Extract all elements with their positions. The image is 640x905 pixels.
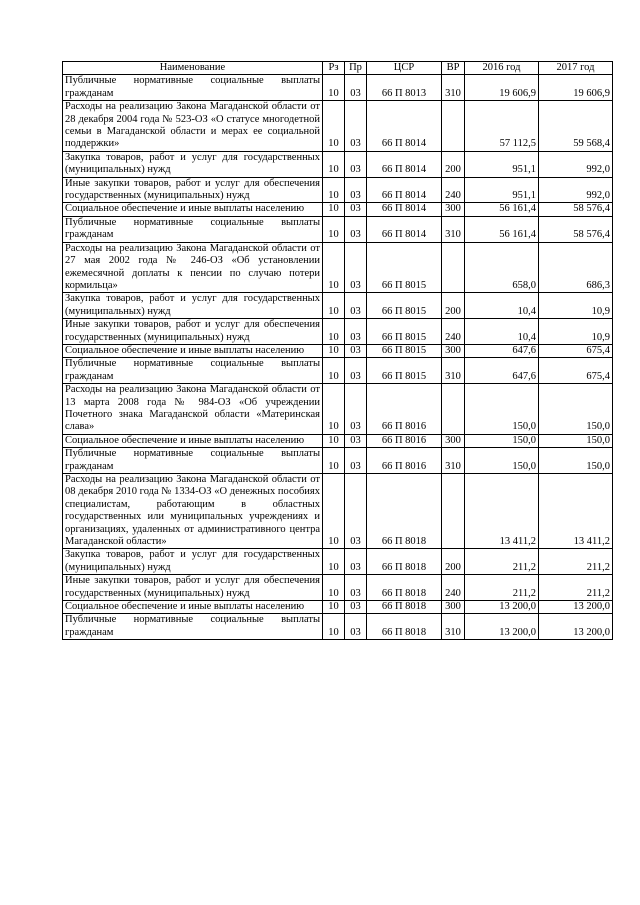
cell-csr: 66 П 8015 [367,319,442,345]
table-row [63,575,613,601]
cell-pr: 03 [345,549,367,575]
cell-csr: 66 П 8016 [367,384,442,435]
cell-vr: 200 [442,151,465,177]
table-row [63,203,613,216]
cell-csr: 66 П 8018 [367,575,442,601]
cell-2017: 13 200,0 [539,614,613,640]
cell-2016: 150,0 [465,434,539,447]
cell-2016: 647,6 [465,344,539,357]
cell-2016: 13 411,2 [465,474,539,549]
cell-rz: 10 [323,319,345,345]
cell-2017: 10,9 [539,319,613,345]
cell-vr: 240 [442,177,465,203]
cell-csr: 66 П 8013 [367,75,442,101]
cell-2017: 19 606,9 [539,75,613,101]
cell-2017: 992,0 [539,151,613,177]
cell-csr: 66 П 8015 [367,344,442,357]
cell-csr: 66 П 8015 [367,358,442,384]
cell-2017: 150,0 [539,448,613,474]
header-2017: 2017 год [539,62,613,75]
cell-vr: 300 [442,344,465,357]
cell-2016: 211,2 [465,549,539,575]
cell-vr: 310 [442,216,465,242]
cell-rz: 10 [323,216,345,242]
cell-csr: 66 П 8018 [367,614,442,640]
cell-rz: 10 [323,601,345,614]
cell-2017: 13 200,0 [539,601,613,614]
cell-2017: 675,4 [539,358,613,384]
header-pr: Пр [345,62,367,75]
cell-name: Иные закупки товаров, работ и услуг для обеспечения государственных (муниципальных) нужд [63,177,323,203]
cell-pr: 03 [345,216,367,242]
cell-pr: 03 [345,575,367,601]
cell-vr [442,474,465,549]
cell-2017: 211,2 [539,549,613,575]
cell-pr: 03 [345,293,367,319]
cell-vr [442,101,465,152]
cell-name: Расходы на реализацию Закона Магаданской области от 28 декабря 2004 года № 523-ОЗ «О статусе многодетной семьи в Магаданской области и мерах ее социальной поддержки» [63,101,323,152]
cell-pr: 03 [345,358,367,384]
cell-rz: 10 [323,614,345,640]
header-row [63,62,613,75]
table-row [63,434,613,447]
cell-2016: 13 200,0 [465,601,539,614]
table-row [63,448,613,474]
cell-2017: 686,3 [539,242,613,293]
cell-rz: 10 [323,474,345,549]
cell-pr: 03 [345,384,367,435]
table-row [63,614,613,640]
cell-csr: 66 П 8014 [367,151,442,177]
table-row [63,474,613,549]
table-row [63,358,613,384]
cell-csr: 66 П 8014 [367,216,442,242]
cell-rz: 10 [323,151,345,177]
cell-vr: 310 [442,358,465,384]
cell-vr: 310 [442,614,465,640]
cell-2016: 19 606,9 [465,75,539,101]
cell-rz: 10 [323,75,345,101]
cell-2016: 56 161,4 [465,203,539,216]
cell-2017: 675,4 [539,344,613,357]
cell-2017: 10,9 [539,293,613,319]
cell-2016: 951,1 [465,151,539,177]
budget-table [62,61,613,640]
table-row [63,384,613,435]
cell-2016: 10,4 [465,293,539,319]
table-row [63,549,613,575]
cell-2017: 58 576,4 [539,203,613,216]
cell-pr: 03 [345,601,367,614]
cell-rz: 10 [323,549,345,575]
cell-2017: 150,0 [539,384,613,435]
cell-vr: 240 [442,575,465,601]
cell-name: Публичные нормативные социальные выплаты гражданам [63,358,323,384]
cell-pr: 03 [345,474,367,549]
cell-rz: 10 [323,434,345,447]
cell-name: Публичные нормативные социальные выплаты гражданам [63,75,323,101]
cell-csr: 66 П 8015 [367,293,442,319]
table-body [63,75,613,640]
cell-csr: 66 П 8014 [367,177,442,203]
cell-rz: 10 [323,358,345,384]
cell-pr: 03 [345,614,367,640]
cell-name: Закупка товаров, работ и услуг для государственных (муниципальных) нужд [63,151,323,177]
cell-2016: 951,1 [465,177,539,203]
table-row [63,319,613,345]
cell-2016: 658,0 [465,242,539,293]
cell-2016: 150,0 [465,448,539,474]
cell-vr: 310 [442,448,465,474]
cell-csr: 66 П 8014 [367,203,442,216]
cell-pr: 03 [345,242,367,293]
cell-pr: 03 [345,75,367,101]
cell-vr: 200 [442,293,465,319]
cell-name: Социальное обеспечение и иные выплаты населению [63,434,323,447]
table-row [63,151,613,177]
cell-pr: 03 [345,151,367,177]
cell-2017: 211,2 [539,575,613,601]
table-row [63,344,613,357]
cell-2016: 647,6 [465,358,539,384]
cell-rz: 10 [323,448,345,474]
cell-pr: 03 [345,101,367,152]
cell-rz: 10 [323,293,345,319]
cell-rz: 10 [323,384,345,435]
cell-2017: 150,0 [539,434,613,447]
cell-pr: 03 [345,177,367,203]
cell-rz: 10 [323,242,345,293]
cell-name: Социальное обеспечение и иные выплаты населению [63,203,323,216]
cell-name: Закупка товаров, работ и услуг для государственных (муниципальных) нужд [63,293,323,319]
cell-vr: 200 [442,549,465,575]
table-row [63,293,613,319]
cell-name: Расходы на реализацию Закона Магаданской области от 08 декабря 2010 года № 1334-ОЗ «О денежных пособиях специалистам, работающим в областных государственных или муниципальных учреждениях и организациях, удаленных от административного центра Магаданской области» [63,474,323,549]
cell-csr: 66 П 8018 [367,474,442,549]
cell-2016: 150,0 [465,384,539,435]
cell-vr [442,242,465,293]
cell-pr: 03 [345,344,367,357]
table-row [63,216,613,242]
cell-csr: 66 П 8014 [367,101,442,152]
cell-vr: 310 [442,75,465,101]
cell-vr: 300 [442,203,465,216]
cell-rz: 10 [323,177,345,203]
table-row [63,242,613,293]
cell-2017: 59 568,4 [539,101,613,152]
cell-name: Публичные нормативные социальные выплаты гражданам [63,216,323,242]
cell-name: Социальное обеспечение и иные выплаты населению [63,344,323,357]
cell-rz: 10 [323,203,345,216]
cell-2017: 58 576,4 [539,216,613,242]
header-name: Наименование [63,62,323,75]
cell-2016: 56 161,4 [465,216,539,242]
cell-csr: 66 П 8018 [367,549,442,575]
table-row [63,101,613,152]
cell-vr [442,384,465,435]
cell-2017: 13 411,2 [539,474,613,549]
cell-pr: 03 [345,448,367,474]
cell-csr: 66 П 8016 [367,448,442,474]
cell-name: Публичные нормативные социальные выплаты гражданам [63,614,323,640]
cell-name: Социальное обеспечение и иные выплаты населению [63,601,323,614]
cell-vr: 300 [442,601,465,614]
table-row [63,75,613,101]
cell-rz: 10 [323,575,345,601]
cell-pr: 03 [345,319,367,345]
cell-name: Закупка товаров, работ и услуг для государственных (муниципальных) нужд [63,549,323,575]
cell-2017: 992,0 [539,177,613,203]
cell-pr: 03 [345,434,367,447]
header-csr: ЦСР [367,62,442,75]
cell-pr: 03 [345,203,367,216]
cell-2016: 211,2 [465,575,539,601]
cell-vr: 240 [442,319,465,345]
cell-name: Иные закупки товаров, работ и услуг для обеспечения государственных (муниципальных) нужд [63,575,323,601]
cell-2016: 13 200,0 [465,614,539,640]
cell-2016: 57 112,5 [465,101,539,152]
cell-rz: 10 [323,344,345,357]
cell-vr: 300 [442,434,465,447]
cell-name: Расходы на реализацию Закона Магаданской области от 27 мая 2002 года № 246-ОЗ «Об установлении ежемесячной доплаты к пенсии по случаю потери кормильца» [63,242,323,293]
table-row [63,177,613,203]
cell-2016: 10,4 [465,319,539,345]
cell-name: Расходы на реализацию Закона Магаданской области от 13 марта 2008 года № 984-ОЗ «Об учреждении Почетного знака Магаданской области «Материнская слава» [63,384,323,435]
table-row [63,601,613,614]
header-rz: Рз [323,62,345,75]
header-2016: 2016 год [465,62,539,75]
cell-csr: 66 П 8016 [367,434,442,447]
cell-csr: 66 П 8015 [367,242,442,293]
cell-name: Иные закупки товаров, работ и услуг для обеспечения государственных (муниципальных) нужд [63,319,323,345]
header-vr: ВР [442,62,465,75]
cell-name: Публичные нормативные социальные выплаты гражданам [63,448,323,474]
cell-rz: 10 [323,101,345,152]
cell-csr: 66 П 8018 [367,601,442,614]
